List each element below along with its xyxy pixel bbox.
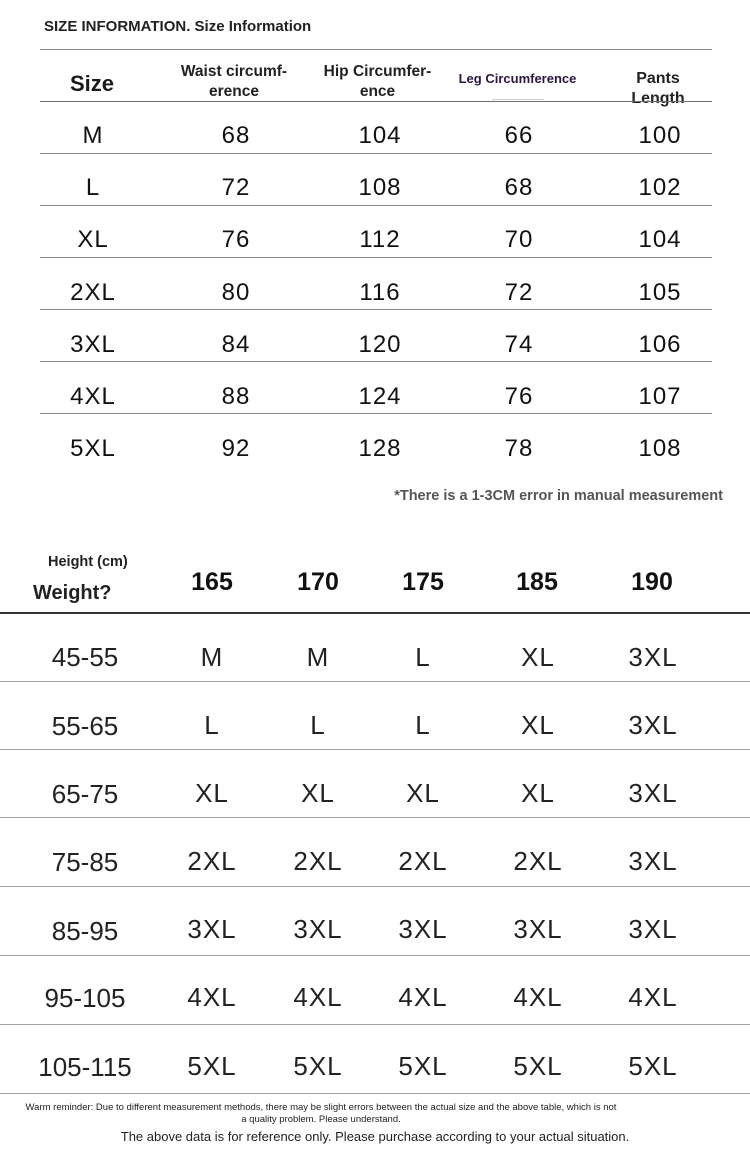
hip-cell: 120 (358, 331, 402, 358)
waist-cell: 76 (221, 226, 251, 253)
size-cell: 5XL (70, 435, 116, 462)
size-cell: XL (195, 778, 229, 808)
height-175-header: 175 (402, 568, 444, 596)
length-cell: 106 (638, 331, 682, 358)
hip-cell: 116 (359, 279, 401, 306)
header-rule (40, 101, 712, 102)
waist-cell: 88 (221, 383, 251, 410)
size-cell: 3XL (628, 710, 678, 740)
size-cell: L (204, 710, 220, 740)
size-cell: M (200, 642, 224, 672)
size-cell: XL (521, 710, 555, 740)
height-165-header: 165 (191, 568, 233, 596)
length-cell: 102 (638, 174, 682, 201)
waist-column-header: Waist circumf- erence (180, 63, 288, 100)
size-cell: 4XL (628, 982, 678, 1012)
size-column-header: Size (69, 71, 115, 96)
row-divider (40, 309, 712, 310)
size-cell: XL (301, 778, 335, 808)
length-cell: 105 (638, 279, 682, 306)
leg-cell: 78 (504, 435, 534, 462)
size-cell: 4XL (187, 982, 237, 1012)
hip-cell: 104 (358, 122, 402, 149)
reference-note: The above data is for reference only. Please purchase according to your actual situation. (120, 1129, 630, 1144)
size-cell: 5XL (187, 1051, 237, 1081)
measurement-note: *There is a 1-3CM error in manual measurement (394, 488, 723, 504)
size-cell: 3XL (187, 914, 237, 944)
size-cell: 3XL (628, 778, 678, 808)
leg-cell: 76 (504, 383, 534, 410)
weight-cell: 55-65 (51, 711, 119, 741)
weight-cell: 95-105 (44, 983, 126, 1013)
row-divider (40, 257, 712, 258)
row-divider (40, 361, 712, 362)
size-cell: 3XL (513, 914, 563, 944)
row-divider (0, 886, 750, 887)
size-cell: L (310, 710, 326, 740)
warm-reminder: Warm reminder: Due to different measurement methods, there may be slight errors between the actual size and the above table, which is not a quality problem. Please understand. (25, 1102, 617, 1125)
weight-cell: 105-115 (38, 1052, 132, 1082)
weight-cell: 85-95 (51, 916, 119, 946)
size-cell: 5XL (628, 1051, 678, 1081)
size-cell: XL (406, 778, 440, 808)
size-cell: M (82, 122, 104, 149)
row-divider (0, 1024, 750, 1025)
row-divider (0, 681, 750, 682)
size-cell: XL (521, 778, 555, 808)
size-cell: 4XL (293, 982, 343, 1012)
size-cell: 2XL (187, 846, 237, 876)
height-190-header: 190 (631, 568, 673, 596)
waist-cell: 68 (221, 122, 251, 149)
size-cell: L (415, 710, 431, 740)
length-cell: 100 (638, 122, 682, 149)
size-cell: 4XL (398, 982, 448, 1012)
size-cell: 2XL (398, 846, 448, 876)
size-cell: 4XL (513, 982, 563, 1012)
weight-cell: 65-75 (51, 779, 119, 809)
waist-cell: 84 (221, 331, 251, 358)
leg-header-underline (492, 99, 544, 100)
size-cell: L (85, 174, 101, 201)
hip-cell: 112 (359, 226, 401, 253)
size-cell: XL (521, 642, 555, 672)
size-cell: 5XL (513, 1051, 563, 1081)
leg-column-header: Leg Circumference (458, 71, 577, 86)
size-cell: 3XL (628, 914, 678, 944)
size-cell: 2XL (70, 279, 116, 306)
size-cell: 3XL (628, 642, 678, 672)
leg-cell: 66 (504, 122, 534, 149)
size-cell: M (306, 642, 330, 672)
size-cell: 2XL (293, 846, 343, 876)
size-cell: 3XL (628, 846, 678, 876)
weight-cell: 45-55 (51, 642, 119, 672)
hip-cell: 128 (358, 435, 402, 462)
weight-cell: 75-85 (51, 847, 119, 877)
height-170-header: 170 (297, 568, 339, 596)
length-cell: 107 (638, 383, 682, 410)
size-cell: L (415, 642, 431, 672)
row-divider (40, 153, 712, 154)
length-cell: 108 (638, 435, 682, 462)
size-cell: XL (77, 226, 109, 253)
weight-label: Weight? (33, 582, 112, 604)
row-divider (0, 955, 750, 956)
leg-cell: 70 (504, 226, 534, 253)
waist-cell: 92 (221, 435, 251, 462)
hip-cell: 108 (358, 174, 402, 201)
length-cell: 104 (638, 226, 682, 253)
waist-cell: 80 (221, 279, 251, 306)
page-title: SIZE INFORMATION. Size Information (44, 18, 312, 35)
height-label: Height (cm) (48, 554, 128, 570)
length-column-header: Pants Length (631, 70, 685, 107)
size-cell: 2XL (513, 846, 563, 876)
size-cell: 3XL (293, 914, 343, 944)
hip-cell: 124 (358, 383, 402, 410)
row-divider (40, 205, 712, 206)
leg-cell: 68 (504, 174, 534, 201)
row-divider (0, 817, 750, 818)
row-divider (0, 1093, 750, 1094)
size-cell: 5XL (398, 1051, 448, 1081)
size-cell: 4XL (70, 383, 116, 410)
table-top-rule (40, 49, 712, 50)
size-cell: 3XL (70, 331, 116, 358)
size-cell: 3XL (398, 914, 448, 944)
leg-cell: 72 (504, 279, 534, 306)
hip-column-header: Hip Circumfer- ence (323, 63, 432, 100)
row-divider (40, 413, 712, 414)
row-divider (0, 749, 750, 750)
leg-cell: 74 (504, 331, 534, 358)
height-185-header: 185 (516, 568, 558, 596)
size-cell: 5XL (293, 1051, 343, 1081)
recommend-header-rule (0, 612, 750, 614)
waist-cell: 72 (221, 174, 251, 201)
